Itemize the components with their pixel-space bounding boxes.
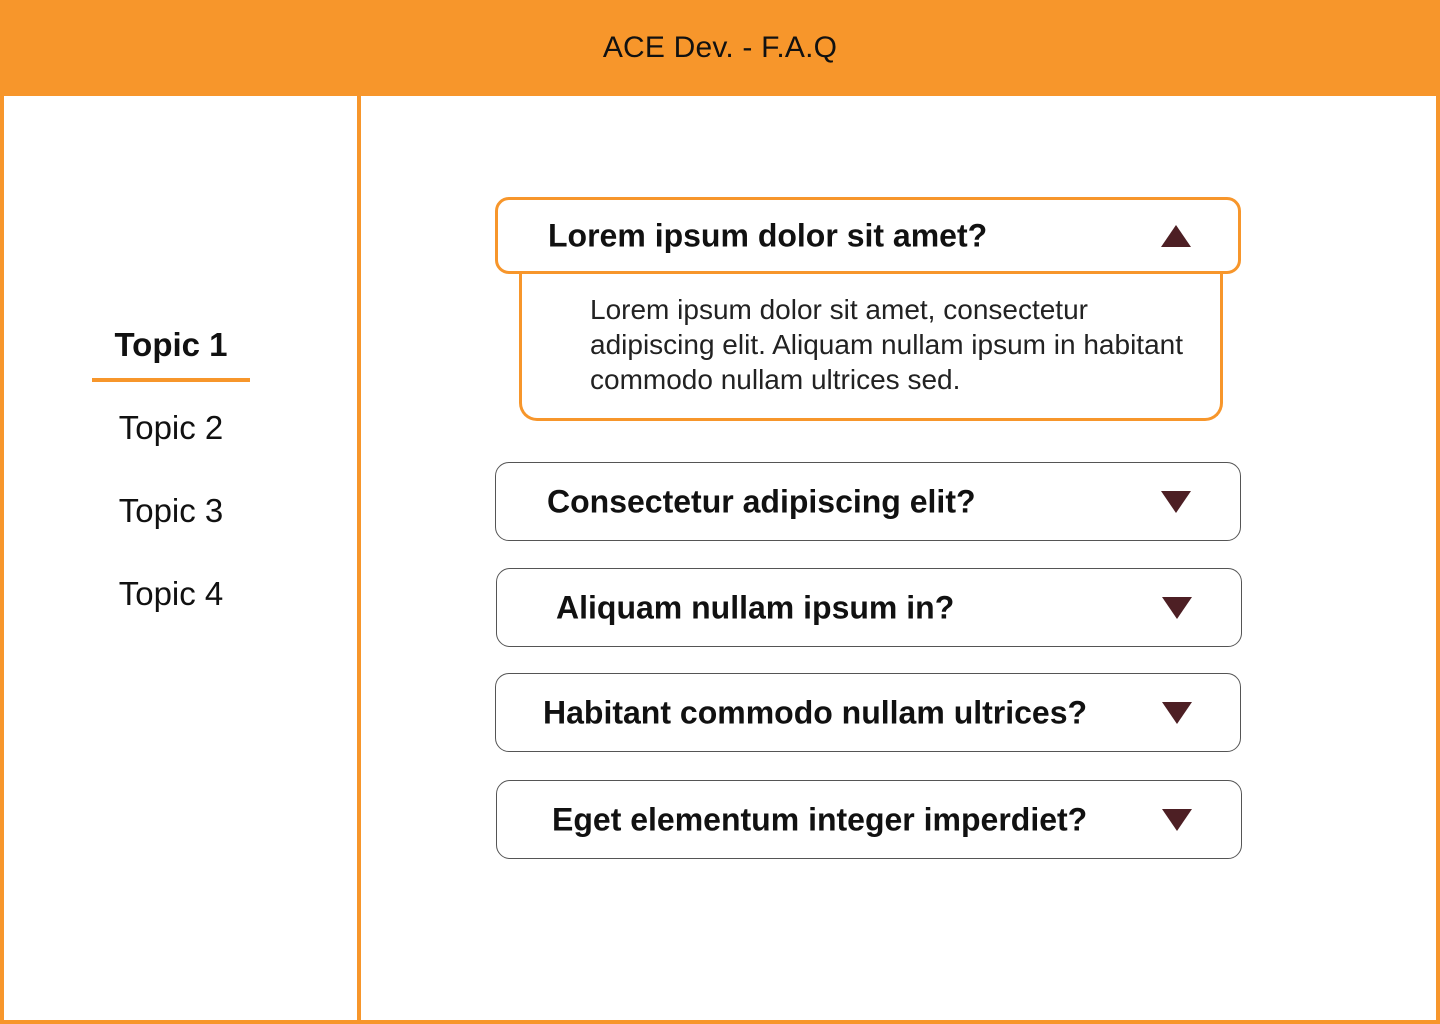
triangle-down-icon[interactable] bbox=[1162, 809, 1192, 831]
faq-question: Eget elementum integer imperdiet? bbox=[552, 801, 1088, 837]
page-title: ACE Dev. - F.A.Q bbox=[602, 31, 838, 64]
triangle-up-icon[interactable] bbox=[1161, 225, 1191, 247]
triangle-down-icon[interactable] bbox=[1161, 491, 1191, 513]
topic-sidebar bbox=[4, 96, 361, 1020]
faq-item-2[interactable] bbox=[495, 462, 1241, 541]
triangle-down-icon[interactable] bbox=[1162, 702, 1192, 724]
active-topic-underline bbox=[92, 378, 250, 382]
faq-item-4[interactable] bbox=[495, 673, 1241, 752]
faq-question: Habitant commodo nullam ultrices? bbox=[543, 694, 1088, 730]
faq-answer-panel bbox=[519, 268, 1223, 421]
sidebar-item-topic-3[interactable]: Topic 3 bbox=[118, 492, 224, 529]
sidebar-item-topic-4[interactable]: Topic 4 bbox=[118, 575, 224, 612]
sidebar-item-topic-1[interactable]: Topic 1 bbox=[114, 326, 228, 363]
faq-item-1[interactable] bbox=[495, 197, 1241, 274]
faq-answer: Lorem ipsum dolor sit amet, consectetur adipiscing elit. Aliquam nullam ipsum in habitant commodo nullam ultrices sed. bbox=[590, 294, 1183, 395]
sidebar-item-topic-2[interactable]: Topic 2 bbox=[118, 409, 224, 446]
header-bar bbox=[0, 0, 1440, 96]
faq-question: Consectetur adipiscing elit? bbox=[547, 483, 976, 519]
faq-question: Lorem ipsum dolor sit amet? bbox=[548, 217, 988, 253]
triangle-down-icon[interactable] bbox=[1162, 597, 1192, 619]
faq-item-5[interactable] bbox=[496, 780, 1242, 859]
faq-item-3[interactable] bbox=[496, 568, 1242, 647]
faq-question: Aliquam nullam ipsum in? bbox=[556, 589, 955, 625]
